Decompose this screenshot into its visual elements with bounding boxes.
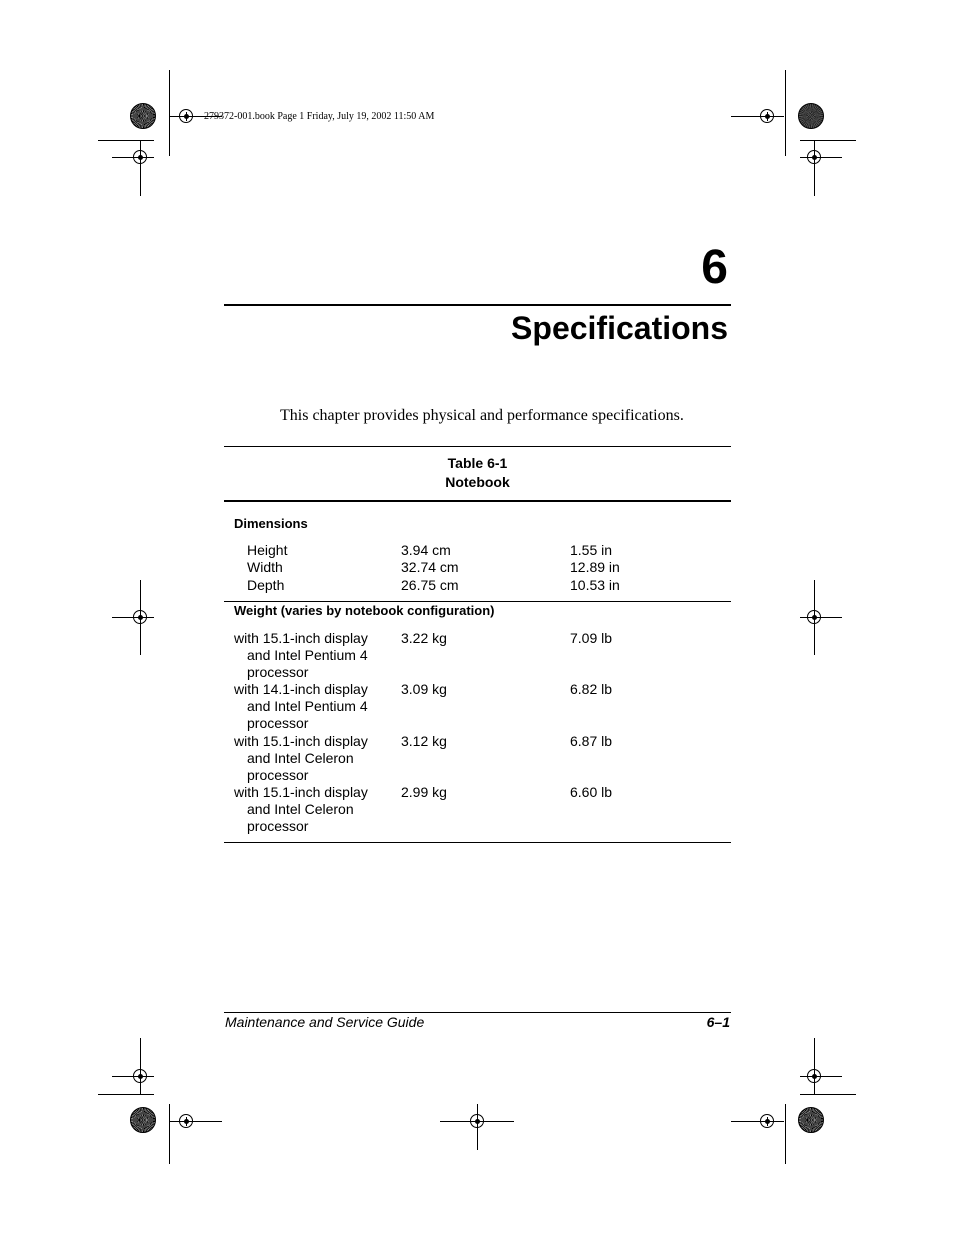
crop-line [112,157,154,158]
registration-target-icon [133,1069,147,1083]
crop-line [140,140,141,196]
weight-config-label [234,630,368,681]
crop-line [98,140,154,141]
crop-line [800,140,856,141]
table-caption-title: Notebook [445,474,510,490]
dimension-imperial: 10.53 in [570,577,620,593]
table-header-rule [224,500,731,502]
weight-config-line: processor [247,715,309,731]
registration-star-icon [130,103,156,129]
registration-target-icon [133,610,147,624]
registration-target-icon [179,109,193,123]
registration-star-icon [798,1107,824,1133]
crop-line [140,1038,141,1094]
table-top-rule [224,446,731,447]
weight-config-line: with 15.1-inch display [234,630,368,646]
crop-line [170,1121,222,1122]
crop-line [814,1038,815,1094]
chapter-title: Specifications [511,310,728,346]
registration-target-icon [470,1114,484,1128]
dimension-label: Height [247,542,288,558]
dimension-label: Width [247,559,283,575]
registration-target-icon [179,1114,193,1128]
table-caption-number: Table 6-1 [447,455,508,471]
registration-target-icon [760,1114,774,1128]
dimension-imperial: 12.89 in [570,559,620,575]
print-slug: 279372-001.book Page 1 Friday, July 19, 2002 11:50 AM [204,111,435,122]
weight-config-line: and Intel Celeron [247,801,354,817]
crop-line [800,1094,856,1095]
weight-config-line: processor [247,767,309,783]
crop-line [731,116,784,117]
dimension-label: Depth [247,577,285,593]
weight-config-label [234,681,368,732]
section-heading-weight: Weight (varies by notebook configuration) [234,603,495,618]
crop-line [814,140,815,196]
registration-target-icon [807,1069,821,1083]
dimension-metric: 32.74 cm [401,559,459,575]
weight-config-line: with 15.1-inch display [234,733,368,749]
weight-metric: 2.99 kg [401,784,447,800]
weight-config-line: with 15.1-inch display [234,784,368,800]
crop-line [800,157,842,158]
crop-line [98,1094,154,1095]
weight-config-line: and Intel Celeron [247,750,354,766]
dimension-imperial: 1.55 in [570,542,613,558]
table-bottom-rule [224,842,731,843]
weight-config-line: processor [247,818,309,834]
weight-config-label [234,733,368,784]
weight-metric: 3.12 kg [401,733,447,749]
registration-star-icon [798,103,824,129]
weight-imperial: 7.09 lb [570,630,613,646]
crop-line [169,70,170,156]
crop-line [169,1104,170,1164]
chapter-number: 6 [701,241,728,294]
crop-line [785,70,786,156]
footer-page-number: 6–1 [706,1014,730,1030]
weight-imperial: 6.87 lb [570,733,613,749]
dimension-metric: 26.75 cm [401,577,459,593]
weight-config-line: and Intel Pentium 4 [247,698,368,714]
weight-config-label [234,784,368,835]
footer-guide-title: Maintenance and Service Guide [225,1014,425,1030]
intro-paragraph: This chapter provides physical and performance specifications. [280,407,684,424]
section-heading-dimensions: Dimensions [234,516,308,531]
footer-rule [224,1012,731,1013]
weight-imperial: 6.60 lb [570,784,613,800]
crop-line [731,1121,784,1122]
registration-target-icon [807,610,821,624]
weight-config-line: with 14.1-inch display [234,681,368,697]
dimension-metric: 3.94 cm [401,542,451,558]
section-divider [224,601,731,602]
weight-imperial: 6.82 lb [570,681,613,697]
registration-star-icon [130,1107,156,1133]
weight-config-line: processor [247,664,309,680]
weight-config-line: and Intel Pentium 4 [247,647,368,663]
registration-target-icon [760,109,774,123]
crop-line [785,1104,786,1164]
weight-metric: 3.22 kg [401,630,447,646]
weight-metric: 3.09 kg [401,681,447,697]
